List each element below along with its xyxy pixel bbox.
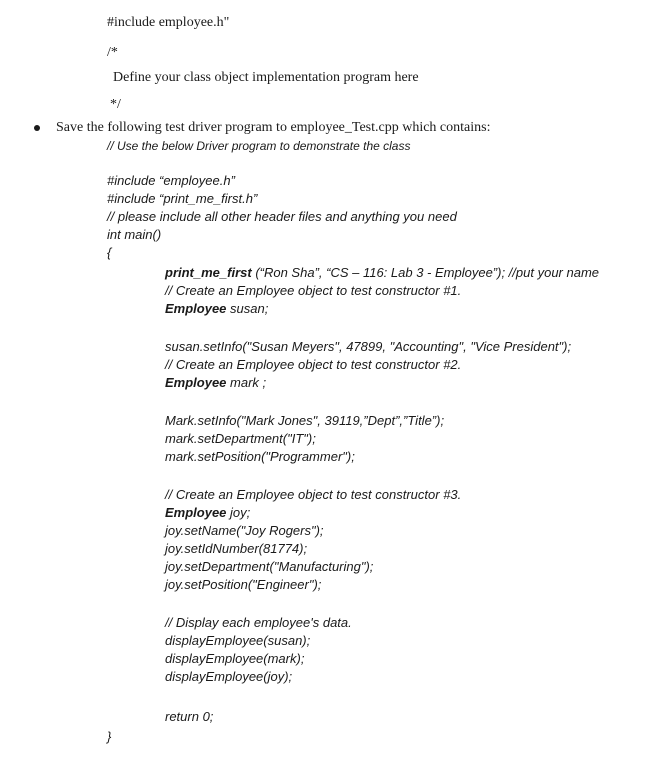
- comment-body: Define your class object implementation program here: [113, 70, 419, 85]
- close-brace: }: [107, 729, 112, 744]
- susan-declaration: [165, 300, 268, 318]
- mark-setdepartment: mark.setDepartment("IT");: [165, 431, 316, 446]
- mark-setposition: mark.setPosition("Programmer");: [165, 449, 355, 464]
- print-me-first-name: print_me_first: [165, 265, 252, 280]
- comment-constructor-2: // Create an Employee object to test constructor #2.: [165, 357, 462, 372]
- return-statement: return 0;: [165, 709, 214, 724]
- comment-constructor-1: // Create an Employee object to test constructor #1.: [165, 283, 462, 298]
- bullet-instruction: Save the following test driver program to employee_Test.cpp which contains:: [56, 120, 491, 135]
- main-signature: int main(): [107, 227, 162, 242]
- employee-keyword: Employee: [165, 375, 227, 390]
- comment-open: /*: [107, 45, 118, 60]
- joy-setposition: joy.setPosition("Engineer");: [165, 577, 322, 592]
- comment-headers: // please include all other header files and anything you need: [107, 209, 457, 224]
- comment-display: // Display each employee's data.: [165, 615, 352, 630]
- print-me-first-args: (“Ron Sha”, “CS – 116: Lab 3 - Employee”); //put your name: [251, 265, 600, 280]
- comment-close: */: [110, 97, 121, 112]
- joy-setname: joy.setName("Joy Rogers");: [165, 523, 324, 538]
- include-employee: #include “employee.h”: [107, 173, 235, 188]
- open-brace: {: [107, 245, 112, 260]
- joy-setidnumber: joy.setIdNumber(81774);: [165, 541, 308, 556]
- include-print-me-first: #include “print_me_first.h”: [107, 191, 258, 206]
- joy-setdepartment: joy.setDepartment("Manufacturing");: [165, 559, 374, 574]
- susan-setinfo: susan.setInfo("Susan Meyers", 47899, "Accounting", "Vice President");: [165, 339, 572, 354]
- employee-keyword: Employee: [165, 301, 227, 316]
- mark-declaration: [165, 374, 266, 392]
- display-joy: displayEmployee(joy);: [165, 669, 293, 684]
- susan-var: susan;: [226, 301, 269, 316]
- joy-declaration: [165, 504, 250, 522]
- display-susan: displayEmployee(susan);: [165, 633, 311, 648]
- mark-var: mark ;: [226, 375, 267, 390]
- employee-keyword: Employee: [165, 505, 227, 520]
- comment-constructor-3: // Create an Employee object to test constructor #3.: [165, 487, 462, 502]
- mark-setinfo: Mark.setInfo("Mark Jones", 39119,”Dept”,”Title”);: [165, 413, 445, 428]
- joy-var: joy;: [226, 505, 251, 520]
- bullet-icon: [34, 125, 40, 131]
- driver-subtitle: // Use the below Driver program to demonstrate the class: [107, 139, 411, 153]
- print-me-first-call: [165, 264, 599, 282]
- display-mark: displayEmployee(mark);: [165, 651, 305, 666]
- include-employee-line: #include employee.h": [107, 15, 230, 30]
